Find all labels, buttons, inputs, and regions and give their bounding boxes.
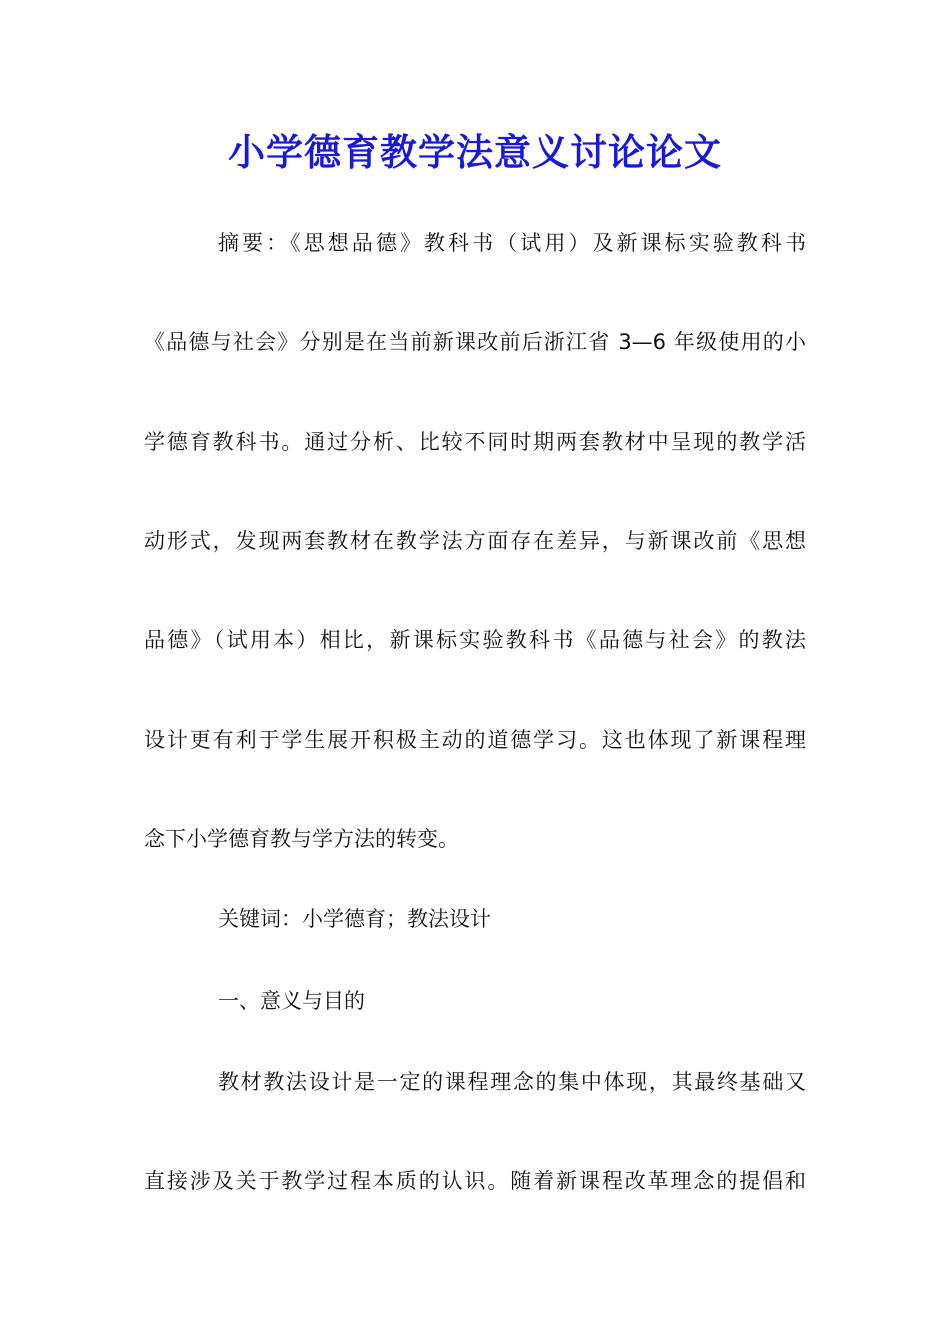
- body-line-1: 教材教法设计是一定的课程理念的集中体现，其最终基础又: [218, 1070, 806, 1094]
- section-heading: 一、意义与目的: [218, 989, 365, 1013]
- abstract-line-2: 《品德与社会》分别是在当前新课改前后浙江省 3—6 年级使用的小: [144, 330, 806, 354]
- abstract-line-5: 品德》（试用本）相比，新课标实验教科书《品德与社会》的教法: [144, 628, 806, 652]
- abstract-line-1: 摘要：《思想品德》教科书（试用）及新课标实验教科书: [218, 231, 806, 255]
- abstract-line-3: 学德育教科书。通过分析、比较不同时期两套教材中呈现的教学活: [144, 430, 806, 454]
- body-line-2: 直接涉及关于教学过程本质的认识。随着新课程改革理念的提倡和: [144, 1169, 806, 1193]
- abstract-line-6: 设计更有利于学生展开积极主动的道德学习。这也体现了新课程理: [144, 728, 806, 752]
- abstract-line-7: 念下小学德育教与学方法的转变。: [144, 827, 459, 851]
- abstract-line-4: 动形式，发现两套教材在教学法方面存在差异，与新课改前《思想: [144, 529, 806, 553]
- keywords-line: 关键词：小学德育；教法设计: [218, 907, 491, 931]
- document-title: 小学德育教学法意义讨论论文: [228, 130, 722, 174]
